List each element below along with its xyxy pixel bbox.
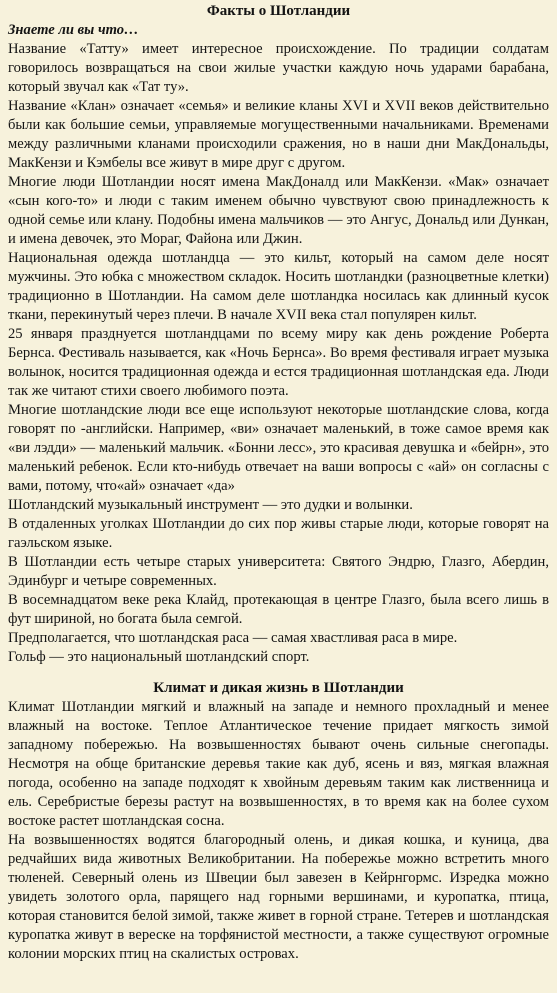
section-heading: Климат и дикая жизнь в Шотландии [153, 680, 404, 696]
fact-paragraph: В отдаленных уголках Шотландии до сих пор живы старые люди, которые говорят на гаэльском языке. [8, 516, 549, 551]
fact-paragraph: В восемнадцатом веке река Клайд, протекающая в центре Глазго, была всего лишь в фут шириной, но богата была семгой. [8, 592, 549, 627]
fact-paragraph: Название «Клан» означает «семья» и великие кланы XVI и XVII веков действительно были как большие семьи, управляемые могущественными начальниками. Временами между различными кланами происходили сражения, но в наши дни МакДональды, МакКензи и Кэмбелы все живут в мире друг с другом. [8, 98, 549, 171]
climate-paragraph: Климат Шотландии мягкий и влажный на западе и немного прохладный и менее влажный на востоке. Теплое Атлантическое течение придает мягкость зимой западному побережью. На возвышенностях бывают очень сильные снегопады. Несмотря на обще британские деревья такие как дуб, ясень и вяз, мягкая влажная погода, особенно на западе подходят к хвойным деревьям таким как лиственница и ель. Серебристые березы растут на возвышенностях, в то время как на более сухом востоке растет шотландская сосна. [8, 699, 549, 829]
wildlife-paragraph: На возвышенностях водятся благородный олень, и дикая кошка, и куница, два редчайших вида животных Великобритании. На побережье можно встретить много тюленей. Северный олень из Швеции был завезен в Кейрнгормс. Изредка можно увидеть золотого орла, парящего над горными вершинами, и куропатка, птица, которая становится белой зимой, также живет в горной стране. Тетерев и шотландская куропатка живут в вереске на торфянистой местности, а также существуют огромные колонии морских птиц на скалистых островах. [8, 832, 549, 962]
fact-paragraph: Национальная одежда шотландца — это кильт, который на самом деле носят мужчины. Это юбка с множеством складок. Носить шотландки (разноцветные клетки) традиционно в Шотландии. На самом деле шотландка носилась как длинный кусок ткани, перекинутый через плечи. В начале XVII века стал популярен кильт. [8, 250, 549, 323]
fact-paragraph: Название «Татту» имеет интересное происхождение. По традиции солдатам говорилось возвращаться на свои жилые участки каждую ночь ударами барабана, который звучал как «Тат ту». [8, 41, 549, 95]
fact-paragraph: Гольф — это национальный шотландский спорт. [8, 649, 310, 665]
intro-subheading: Знаете ли вы что… [8, 22, 139, 38]
fact-paragraph: 25 января празднуется шотландцами по всему миру как день рождение Роберта Бернса. Фестиваль называется, как «Ночь Бернса». Во время фестиваля играет музыка волынок, носится традиционная одежда и естся традиционная шотландская еда. Люди так же читают стихи своего любимого поэта. [8, 326, 549, 399]
fact-paragraph: Шотландский музыкальный инструмент — это дудки и волынки. [8, 497, 413, 513]
fact-paragraph: Предполагается, что шотландская раса — самая хвастливая раса в мире. [8, 630, 458, 646]
fact-paragraph: Многие люди Шотландии носят имена МакДоналд или МакКензи. «Мак» означает «сын кого-то» и люди с таким именем обычно чувствуют свою принадлежность к одной семье или клану. Подобны имена мальчиков — это Ангус, Дональд или Дункан, и имена девочек, это Мораг, Файона или Джин. [8, 174, 549, 247]
page-title: Факты о Шотландии [206, 3, 351, 19]
fact-paragraph: Многие шотландские люди все еще используют некоторые шотландские слова, когда говорят по -английски. Например, «ви» означает маленький, в тоже самое время как «ви лэдди» — маленький мальчик. «Бонни лесс», это красивая девушка и «бейрн», это маленький ребенок. Если кто-нибудь отвечает на ваши вопросы с «ай» он согласны с вами, потому, что«ай» означает «да» [8, 402, 549, 494]
fact-paragraph: В Шотландии есть четыре старых университета: Святого Эндрю, Глазго, Абердин, Эдинбург и четыре современных. [8, 554, 549, 589]
